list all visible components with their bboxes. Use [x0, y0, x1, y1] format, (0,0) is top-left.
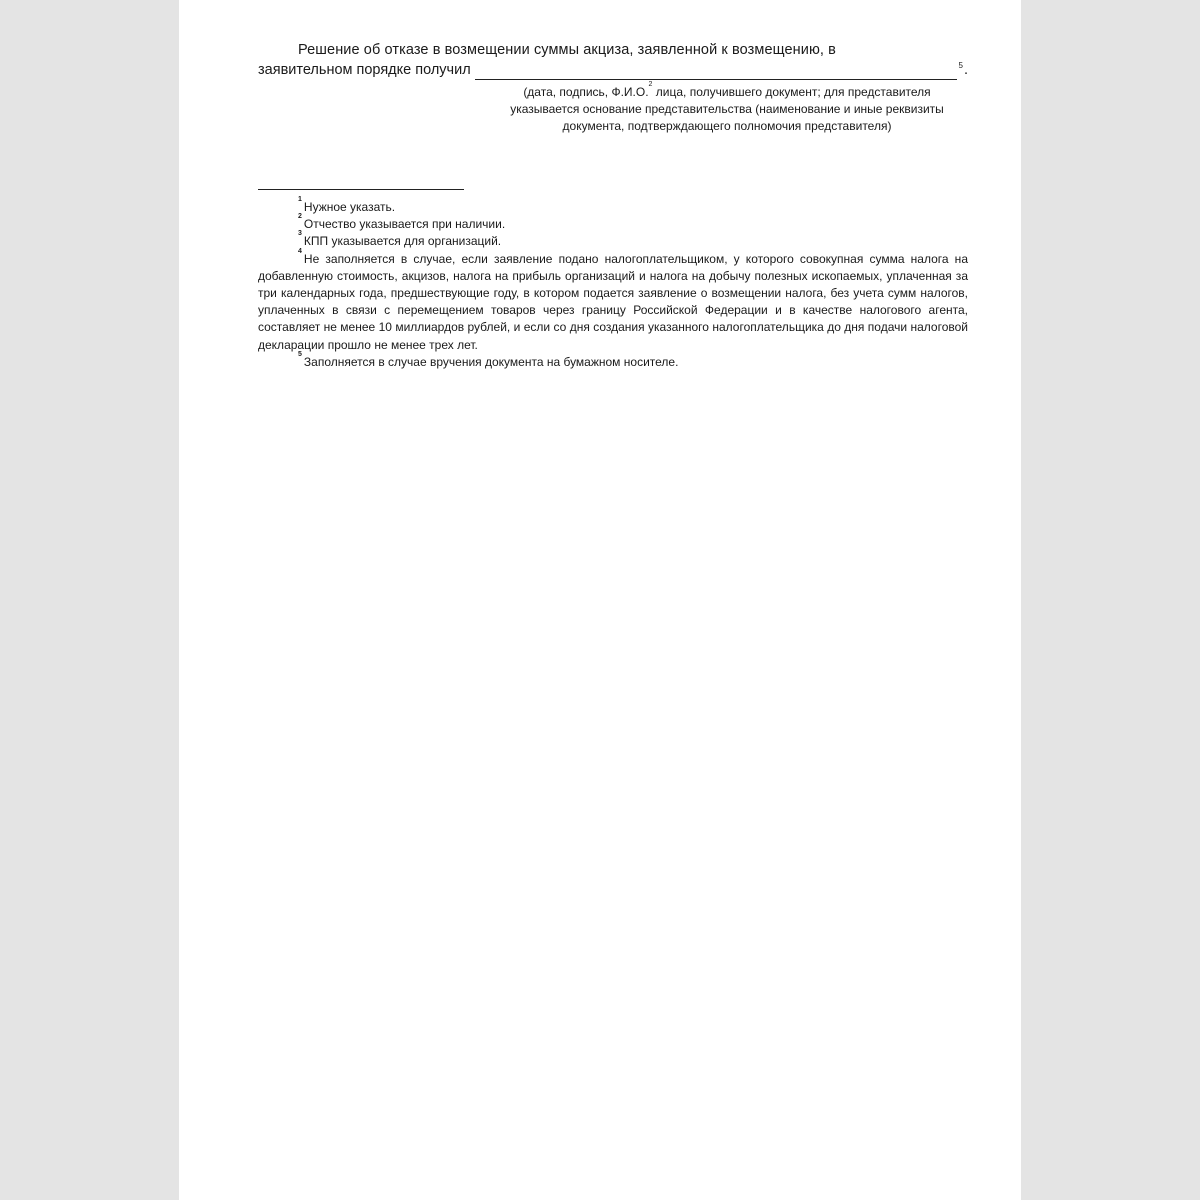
footnote-text: Нужное указать. — [303, 200, 396, 214]
footnote-text: КПП указывается для организаций. — [303, 234, 502, 249]
footnote-text: Не заполняется в случае, если заявление подано налогоплательщиком, у которого совокупная сумма налога на добавленную стоимость, акцизов, налога на прибыль организаций и налога на добычу полезных ископаемых, уплаченная за три календарных года, предшествующие году, в котором подается заявление о возмещении налога, без учета сумм налогов, уплаченных в связи с перемещением товаров через границу Российской Федерации и в качестве налогового агента, составляет не менее 10 миллиардов рублей, и если со дня создания указанного налогоплательщика до дня подачи налоговой декларации прошло не менее трех лет. — [258, 251, 968, 352]
footnote-3 — [258, 230, 968, 250]
document-body — [258, 40, 968, 135]
footnote-ref-5: 5 — [958, 61, 963, 70]
footnote-5 — [258, 350, 968, 371]
footnote-number: 3 — [298, 230, 302, 238]
footnote-number: 4 — [298, 247, 302, 255]
footnote-number: 2 — [298, 213, 302, 221]
decision-paragraph: Решение об отказе в возмещении суммы акциза, заявленной к возмещению, в — [298, 42, 836, 58]
footnote-text: Заполняется в случае вручения документа на бумажном носителе. — [303, 354, 679, 369]
footnotes-section — [258, 196, 968, 371]
caption-footnote-ref-2: 2 — [648, 81, 653, 88]
paragraph-period: . — [963, 62, 968, 78]
caption-part-2: лица, получившего документ; для представителя указывается основание представительства (наименование и иные реквизиты документа, подтверждающего полномочия представителя) — [510, 85, 944, 133]
received-by-label: заявительном порядке получил — [258, 62, 471, 78]
document-page — [179, 0, 1021, 1200]
footnote-2 — [258, 213, 968, 233]
footnote-separator — [258, 189, 464, 190]
caption-part-1: (дата, подпись, Ф.И.О. — [523, 85, 649, 99]
signature-caption — [494, 81, 960, 135]
recipient-signature-field[interactable] — [475, 64, 957, 80]
footnote-text: Отчество указывается при наличии. — [303, 217, 506, 232]
footnote-4 — [258, 247, 968, 354]
received-by-line — [258, 60, 968, 80]
footnote-number: 5 — [298, 350, 302, 358]
footnote-1 — [258, 196, 968, 216]
footnote-number: 1 — [298, 196, 302, 203]
